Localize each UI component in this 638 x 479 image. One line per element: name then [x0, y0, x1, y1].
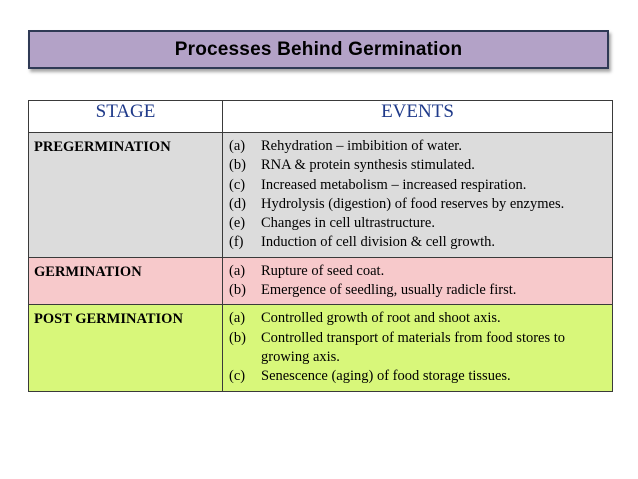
event-text: Induction of cell division & cell growth. [261, 234, 495, 251]
event-text: Hydrolysis (digestion) of food reserves by enzymes. [261, 195, 565, 212]
events-cell [223, 305, 613, 391]
table-row-post-germination [29, 305, 613, 391]
header-events: EVENTS [223, 101, 613, 133]
table-header-row [29, 101, 613, 133]
event-letter: (b) [229, 282, 246, 299]
event-letter: (c) [229, 368, 246, 385]
header-stage: STAGE [29, 101, 223, 133]
event-text: Senescence (aging) of food storage tissues. [261, 368, 511, 385]
event-item [229, 214, 608, 233]
event-item [229, 309, 608, 328]
slide-title: Processes Behind Germination [174, 38, 463, 60]
events-cell [223, 257, 613, 305]
table-row-germination [29, 257, 613, 305]
event-letter: (a) [229, 138, 246, 154]
title-banner [28, 30, 609, 69]
event-letter: (d) [229, 195, 246, 212]
event-text: Increased metabolism – increased respiration. [261, 176, 527, 193]
event-letter: (b) [229, 157, 246, 174]
event-item [229, 195, 608, 214]
event-item [229, 176, 608, 195]
event-item [229, 137, 608, 156]
event-text: Changes in cell ultrastructure. [261, 215, 435, 232]
stage-cell: POST GERMINATION [29, 305, 223, 391]
table-row-pregermination [29, 133, 613, 258]
germination-table [28, 100, 613, 392]
event-letter: (a) [229, 310, 246, 327]
event-text: Controlled transport of materials from food stores to growing axis. [261, 329, 566, 365]
event-item [229, 281, 608, 300]
event-text: Rehydration – imbibition of water. [261, 138, 462, 154]
event-letter: (b) [229, 329, 246, 346]
stage-cell: PREGERMINATION [29, 133, 223, 258]
event-letter: (c) [229, 176, 246, 193]
event-text: Controlled growth of root and shoot axis. [261, 310, 501, 327]
event-item [229, 329, 608, 368]
event-item [229, 367, 608, 386]
events-cell [223, 133, 613, 258]
event-letter: (f) [229, 234, 244, 251]
event-text: RNA & protein synthesis stimulated. [261, 157, 475, 174]
event-item [229, 156, 608, 175]
stage-cell: GERMINATION [29, 257, 223, 305]
event-item [229, 262, 608, 281]
event-letter: (a) [229, 262, 246, 279]
event-text: Emergence of seedling, usually radicle first. [261, 282, 517, 299]
event-item [229, 233, 608, 252]
event-letter: (e) [229, 215, 246, 232]
event-text: Rupture of seed coat. [261, 262, 385, 279]
